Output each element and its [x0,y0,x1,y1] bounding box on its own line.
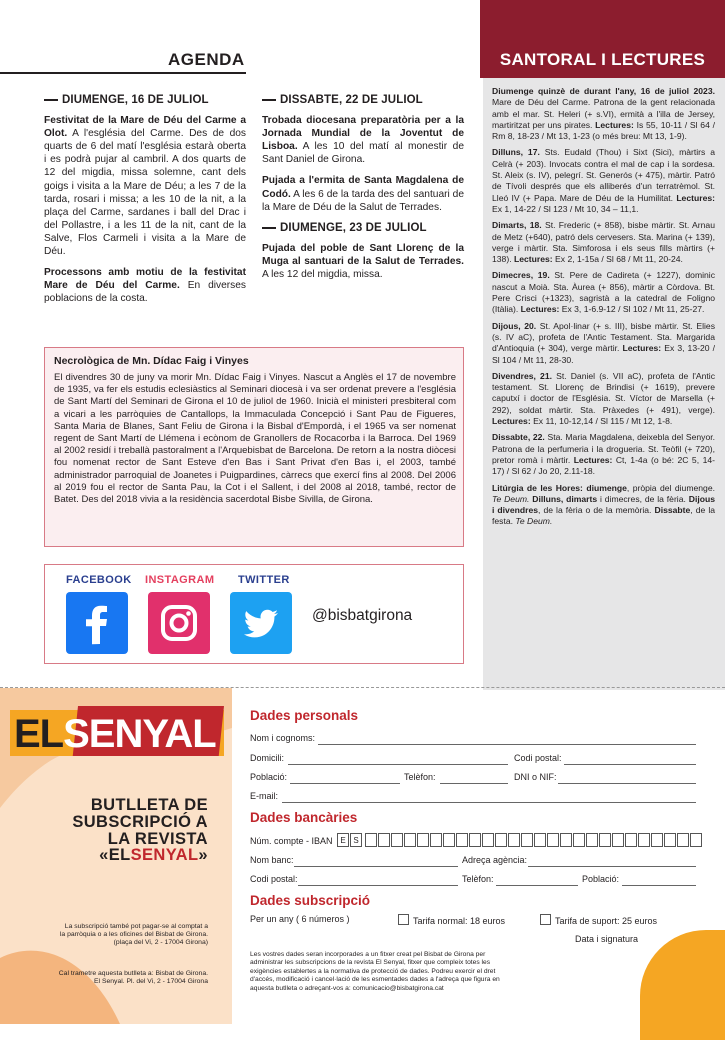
agenda-column-2 [262,94,464,289]
town-label: Població: [250,772,288,782]
iban-cell[interactable] [521,833,533,847]
iban-cell[interactable] [495,833,507,847]
support-rate-option[interactable]: Tarifa de suport: 25 euros [540,914,657,926]
iban-cell[interactable] [534,833,546,847]
santoral-entry: Dijous, 20. St. Apol·linar (+ s. III), bisbe màrtir. St. Elies (s. IV aC), profeta de l'Antic Testament. Sta. Margarida d'Antioquia (+ 304), verge màrtir. Lectures: Ex 3, 13-20 / Sl 104 / Mt 11, 28-30. [492,320,715,365]
subscription-data-title: Dades subscripció [250,893,371,908]
legal-notice: Les vostres dades seran incorporades a un fitxer creat pel Bisbat de Girona per administrar les subscripcions de la revista El Senyal, fitxer que compleix totes les exigències establertes a la normativa de protecció de dades. Podreu exercir el dret d'accés, modificació i cancel·lació de les esmentades dades a l'adreça que figura en aquesta butlleta o adreçant-vos a: comunicacio@bisbatgirona.cat [250,951,500,992]
bank-town-field[interactable] [622,885,696,886]
agenda-event: Pujada del poble de Sant Llorenç de la Muga al santuari de la Salut de Terrades. A les 12 del migdia, missa. [262,242,464,281]
agenda-event: Processons amb motiu de la festivitat Mare de Déu del Carme. En diverses poblacions de la costa. [44,267,246,305]
social-handle[interactable]: @bisbatgirona [312,607,413,624]
iban-cell[interactable] [417,833,429,847]
iban-cell[interactable] [547,833,559,847]
bank-phone-field[interactable] [496,885,578,886]
iban-cell[interactable] [560,833,572,847]
phone-field[interactable] [440,783,508,784]
santoral-entry: Divendres, 21. St. Daniel (s. VII aC), profeta de l'Antic testament. St. Llorenç de Brindisi (+ 1619), prevere caputxí i doctor de l'Església. St. Víctor de Marsella (+ 292), soldat màrtir. Sta. Pràxedes (+ 491), verge). Lectures: Ex 11, 10-12,14 / Sl 115 / Mt 12, 1-8. [492,370,715,427]
bank-name-field[interactable] [294,866,458,867]
agenda-day-heading: DIUMENGE, 16 DE JULIOL [44,94,246,107]
email-field[interactable] [282,802,696,803]
santoral-entry: Dimecres, 19. St. Pere de Cadireta (+ 1227), dominic nascut a Moià. Sta. Àurea (+ 856), màrtir a Còrdova. Bt. Pere Crisci (+1323), sagristà a la catedral de Foligno (Itàlia). Lectures: Ex 3, 1-6.9-12 / Sl 102 / Mt 11, 25-27. [492,270,716,315]
santoral-entry: Dissabte, 22. Sta. Maria Magdalena, deixebla del Senyor. Patrona de la perfumeria i la drogueria. St. Teòfil (+ 720), pretor romà i màrtir. Lectures: Ct, 1-4a (o bé: 2C 5, 14-17) / Sl 62 / Jo 20, 2.11-18. [492,432,716,477]
bank-postal-label: Codi postal: [250,874,298,884]
iban-cell[interactable] [677,833,689,847]
personal-data-title: Dades personals [250,708,359,723]
bank-town-label: Població: [582,874,620,884]
iban-cell[interactable] [391,833,403,847]
dni-field[interactable] [558,783,696,784]
bank-name-label: Nom banc: [250,855,294,865]
santoral-hores: Litúrgia de les Hores: diumenge, pròpia del diumenge. Te Deum. Dilluns, dimarts i dimecres, de la fèria. Dijous i divendres, de la fèria o de la memòria. Dissabte, de la festa. Te Deum. [492,482,716,527]
branch-address-label: Adreça agència: [462,855,528,865]
bank-postal-field[interactable] [298,885,458,886]
necrology-body: El divendres 30 de juny va morir Mn. Dídac Faig i Vinyes. Nascut a Anglès el 17 de novembre de 1935, va fer els estudis eclesiàstics al Seminari diocesà i va ser ordenat prevere a l'església de Sant Martí del Seminari de Girona el 10 de juliol de 1960. Inicià el ministeri presbiteral com a vicari a les parròquies de Cantallops, la Immaculada Concepció i Sant Pau de Figueres, Santa Maria de Blanes, Sant Feliu de Girona i la Bisbal d'Empordà, i el 1965 va ser nomenat regent de Sant Martí de Llémena i ecònom de Granollers de Rocacorba i la Barroca. Del 1969 al 2002 residí i treballà pastoralment a l'Arquebisbat de Barcelona. De retorn a la nostra diòcesi fou nomenat rector de Sant Esteve d'en Bas i Sant Privat d'en Bas i, el 2003, també administrador parroquial de Joanetes i Puigpardines, càrrecs que exercí fins al 2008. Del 2006 al 2019 fou el rector de Santa Pau, la Cot i el Sallent, i del 2008 al 2018, també, rector de Batet. Des del 2018 vivia a la residència sacerdotal Bisbe Sivilla, de Girona. [54,372,456,506]
iban-cell[interactable] [651,833,663,847]
facebook-icon[interactable] [66,592,128,654]
agenda-event: Trobada diocesana preparatòria per a la Jornada Mundial de la Joventut de Lisboa. A les 10 del matí al monestir de Sant Daniel de Girona. [262,115,464,166]
butlleta-heading: BUTLLETA DE SUBSCRIPCIÓ A LA REVISTA «ELSENYAL» [72,796,208,865]
santoral-entry: Diumenge quinzè de durant l'any, 16 de juliol 2023. Mare de Déu del Carme. Patrona de la gent relacionada amb el mar. St. Heleri (+ s.VI), ermità a l'illa de Jersey, martiritzat per uns pirates. Lectures: Is 55, 10-11 / Sl 64 / Rm 8, 18-23 / Mt 13, 1-23 (o més breu: Mt 13, 1-9). [492,86,715,142]
logo-senyal: SENYAL [63,712,216,756]
iban-cell[interactable] [690,833,702,847]
twitter-label: TWITTER [238,574,290,586]
iban-cell[interactable] [482,833,494,847]
instagram-label: INSTAGRAM [145,574,215,586]
agenda-day-heading: DIUMENGE, 23 DE JULIOL [262,222,464,235]
mailing-note: Cal trametre aquesta butlleta a: Bisbat de Girona. El Senyal. Pl. del Vi, 2 - 17004 Girona [58,970,208,986]
bank-phone-label: Telèfon: [462,874,494,884]
logo-el: EL [14,712,64,756]
iban-cell[interactable]: E [337,833,349,847]
iban-cell[interactable] [664,833,676,847]
iban-cell[interactable] [443,833,455,847]
agenda-title: AGENDA [168,50,245,69]
iban-cell[interactable] [378,833,390,847]
iban-cell[interactable] [573,833,585,847]
iban-cell[interactable] [599,833,611,847]
agenda-rule [0,72,246,74]
santoral-entry: Dimarts, 18. St. Frederic (+ 858), bisbe màrtir. St. Arnau de Metz (+640), patró dels cervesers. Sta. Marina (+ 139), verge i màrtir. Sta. Simforosa i els seus fills màrtirs (+ 138). Lectures: Ex 2, 1-15a / Sl 68 / Mt 11, 20-24. [492,220,715,265]
santoral-list [492,86,715,533]
facebook-label: FACEBOOK [66,574,132,586]
support-rate-checkbox[interactable] [540,914,551,925]
payment-note: La subscripció també pot pagar-se al comptat a la parròquia o a les oficines del Bisbat de Girona. (plaça del Vi, 2 - 17004 Girona) [59,923,208,947]
iban-cell[interactable]: S [350,833,362,847]
iban-cell[interactable] [456,833,468,847]
name-field[interactable] [318,744,696,745]
santoral-title: SANTORAL I LECTURES [499,50,706,69]
iban-cell[interactable] [508,833,520,847]
iban-cell[interactable] [430,833,442,847]
twitter-icon[interactable] [230,592,292,654]
email-label: E-mail: [250,791,279,801]
el-senyal-logo [10,706,224,760]
iban-label: Núm. compte - IBAN [250,836,333,846]
agenda-event: Pujada a l'ermita de Santa Magdalena de Codó. A les 6 de la tarda des del santuari de la Mare de Déu de la Salut de Terrades. [262,175,464,213]
iban-cell[interactable] [365,833,377,847]
agenda-column-1 [44,94,246,313]
iban-cell[interactable] [625,833,637,847]
name-label: Nom i cognoms: [250,733,316,743]
postal-code-field[interactable] [564,764,696,765]
address-label: Domicili: [250,753,285,763]
instagram-icon[interactable] [148,592,210,654]
iban-cell[interactable] [469,833,481,847]
address-field[interactable] [288,764,508,765]
branch-address-field[interactable] [528,866,696,867]
iban-cell[interactable] [638,833,650,847]
agenda-day-heading: DISSABTE, 22 DE JULIOL [262,94,464,107]
signature-label: Data i signatura [575,934,639,944]
dni-label: DNI o NIF: [514,772,557,782]
postal-code-label: Codi postal: [514,753,562,763]
agenda-event: Festivitat de la Mare de Déu del Carme a Olot. A l'església del Carme. Des de dos quarts de 6 del matí l'església estarà oberta i es podrà pujar al cambril. A dos quarts de 12 del migdia, missa solemne, cant dels goigs i visita a la Mare de Déu; a les 7 de la tarda, rosari i missa; a les 10 de la nit, a la plaça del Carme, sardanes i ball del Drac i del Pollastre, i a les 11 de la nit, cant de la Salve, Flos Carmeli i visita a la Mare de Déu. [44,115,246,258]
normal-rate-checkbox[interactable] [398,914,409,925]
per-year-label: Per un any ( 6 números ) [250,914,350,924]
santoral-entry: Dilluns, 17. Sts. Eudald (Thou) i Sixt (Sici), màrtirs a Celrà (+ 203). Invocats contra el mal de cap i la sordesa. St. Aleix (s. IV), pelegrí. St. Generós (+ 475), màrtir. Patró de Tívoli després que els alliberés d'un terratrèmol. St. Lleó IV (+ Papa. Mare de Déu de la Humilitat. Lectures: Ex 1, 14-22 / Sl 123 / Mt 10, 34 – 11,1. [492,147,715,214]
normal-rate-option[interactable]: Tarifa normal: 18 euros [398,914,505,926]
iban-cell[interactable] [404,833,416,847]
iban-cell[interactable] [612,833,624,847]
iban-cell[interactable] [586,833,598,847]
necrology-title: Necrològica de Mn. Dídac Faig i Vinyes [54,355,249,367]
town-field[interactable] [290,783,400,784]
bank-data-title: Dades bancàries [250,810,358,825]
phone-label: Telèfon: [404,772,436,782]
